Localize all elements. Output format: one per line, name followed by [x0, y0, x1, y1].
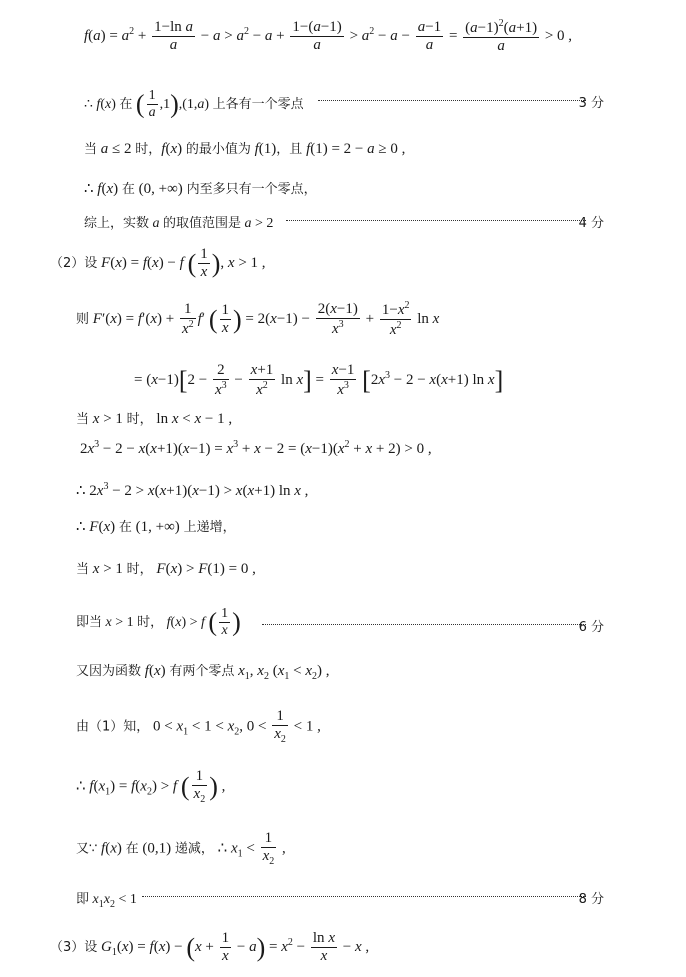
score-line-5 [0, 210, 686, 230]
score-4: 4 分 [578, 216, 604, 231]
score-line-2 [0, 88, 686, 121]
equation-line-16: 由（1）知， $0 < x_1 < 1 < x_2$, 0 < $\frac{1}{x_2}$ < 1 , [76, 708, 321, 746]
score-3: 3 分 [578, 96, 604, 111]
score-line-19 [0, 886, 686, 910]
equation-line-1: $f(a) = a^2$ + $\frac{\text{1−ln a}}{a}$ − $a > a^2 - a$ + $\frac{1-(a-1)}{a}$ > $a^2 - a$ − $\frac{a-1}{a}$ = $\frac{(a-1)^2(a+1)}{a}$ > 0 , [84, 18, 573, 55]
equation-line-14: 即当 x > 1 时， f(x) > f ( $\frac{1}{x}$ ) [76, 606, 241, 639]
equation-line-6: （2）设 F(x) = f(x) − f ( $\frac{1}{x}$ ), x > 1 , [50, 246, 266, 281]
equation-line-20: （3）设 $G_1(x) = f(x) - (x$ + $\frac{1}{x}$ − $a) = x^2$ − $\frac{\text{ln x}}{x}$ − x , [50, 930, 370, 965]
equation-line-15: 又因为函数 f(x) 有两个零点 $x_1$, $x_2$ $(x_1 < x_2)$ , [76, 663, 330, 682]
equation-line-10: $2x^3 - 2 - x(x+1)(x-1) = x^3 + x - 2 = (x-1)(x^2 + x + 2) > 0$ , [80, 439, 432, 457]
score-line-14 [0, 606, 686, 639]
equation-line-2: ∴ f(x) 在 ( $\frac{1}{a}$ ,1),(1,a) 上各有一个零点 [84, 88, 304, 121]
equation-line-4: ∴ f(x) 在 (0, +∞) 内至多只有一个零点， [84, 181, 317, 197]
score-6: 6 分 [578, 620, 604, 635]
equation-line-9: 当 x > 1 时， ln x < x − 1 , [76, 411, 233, 427]
equation-line-12: ∴ F(x) 在 (1, +∞) 上递增， [76, 519, 236, 535]
equation-line-18: 又∵ f(x) 在 (0,1) 递减， ∴ $x_1$ < $\frac{1}{x_2}$ , [76, 830, 286, 868]
equation-line-7: 则 F′(x) = f′(x) + $\frac{1}{x^2}$ f′ ( $\frac{1}{x}$ ) = 2(x−1) − $\frac{2(x-1)}{x^3}$ + $\frac{1-x^2}{x^2}$ ln x [76, 300, 440, 339]
equation-line-3: 当 a ≤ 2 时，f(x) 的最小值为 f(1)，且 f(1) = 2 − a ≥ 0 , [84, 141, 406, 157]
equation-line-8: = (x−1)[2 − $\frac{2}{x^3}$ − $\frac{x+1}{x^2}$ ln x] = $\frac{x-1}{x^3}$ [$2x^3 - 2 - x(x+1)$ ln x] [134, 362, 504, 399]
equation-line-17: ∴ $f(x_1) = f(x_2) > f$ ( $\frac{1}{x_2}$ ) , [76, 768, 226, 806]
equation-line-19: 即 $x_1x_2 < 1$ [76, 892, 137, 910]
score-8: 8 分 [578, 892, 604, 907]
equation-line-5: 综上，实数 a 的取值范围是 a > 2 [84, 216, 274, 231]
equation-line-13: 当 x > 1 时， F(x) > F(1) = 0 , [76, 561, 256, 577]
equation-line-11: ∴ $2x^3 - 2 > x(x+1)(x-1) > x(x+1)$ ln x , [76, 481, 309, 499]
